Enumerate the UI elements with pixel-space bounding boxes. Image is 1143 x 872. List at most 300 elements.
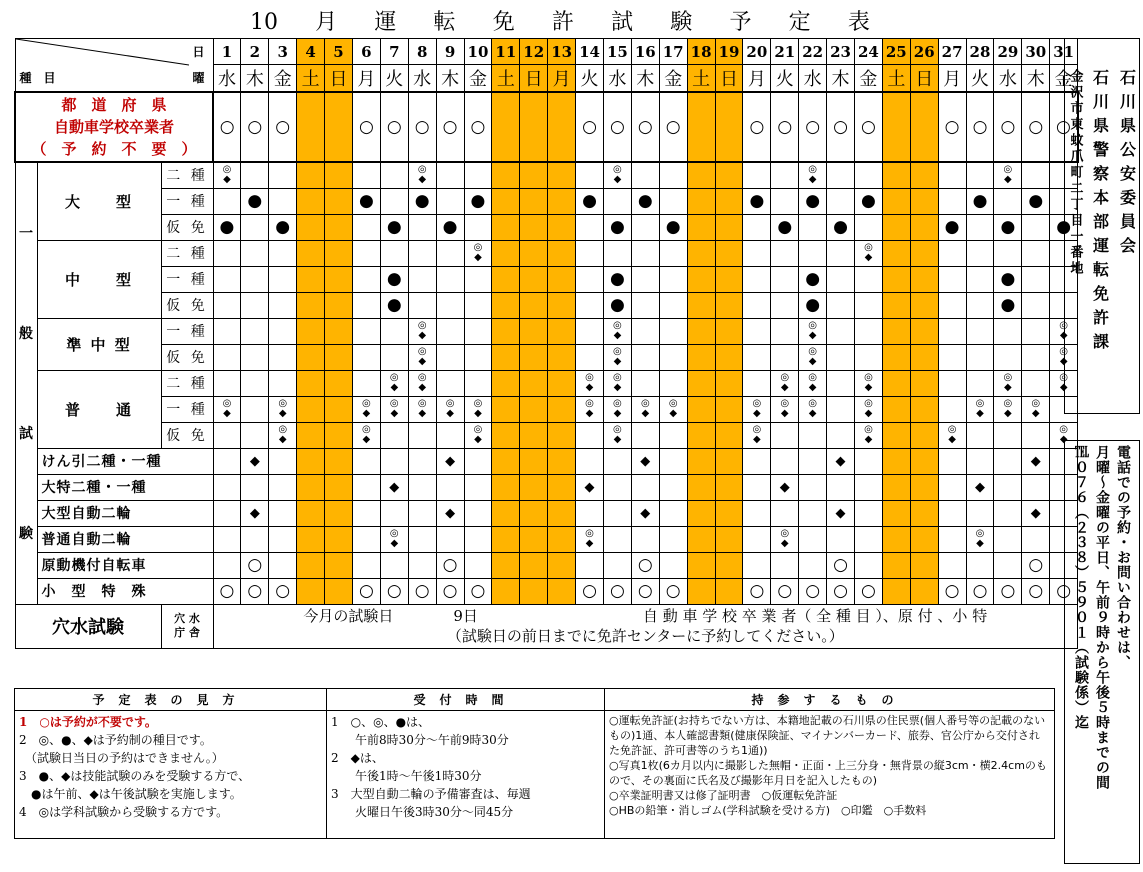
schedule-cell <box>241 448 269 474</box>
legend-heading-bring: 持参するもの <box>605 689 1055 711</box>
schedule-cell <box>659 578 687 604</box>
schedule-cell <box>269 578 297 604</box>
weekday: 火 <box>966 65 994 93</box>
double-circle-mark: ◎ <box>1003 398 1013 409</box>
diamond-mark: ◆ <box>1059 330 1068 341</box>
schedule-cell <box>380 578 408 604</box>
schedule-cell <box>910 162 938 188</box>
anamizu-info-line: 今月の試験日 9日 自 動 車 学 校 卒 業 者（ 全 種 目 ）、原 付 、小 特 <box>303 607 988 625</box>
contact-line-1: 電話での予約・お問い合わせは、 <box>1115 445 1131 670</box>
schedule-cell <box>687 188 715 214</box>
diamond-mark: ◆ <box>864 434 873 445</box>
day-number: 12 <box>520 39 548 65</box>
schedule-cell <box>743 396 771 422</box>
subcategory: 一 種 <box>161 396 213 422</box>
dot-mark: ● <box>582 190 597 211</box>
day-number: 29 <box>994 39 1022 65</box>
schedule-cell <box>213 448 241 474</box>
schedule-cell <box>910 552 938 578</box>
graduate-line: （ 予 約 不 要 ） <box>31 140 197 158</box>
legend-table <box>14 688 1055 839</box>
circle-mark: ○ <box>1055 116 1071 137</box>
schedule-cell <box>827 448 855 474</box>
schedule-cell <box>1022 526 1050 552</box>
subcategory: 仮 免 <box>161 214 213 240</box>
schedule-cell <box>464 162 492 188</box>
schedule-cell <box>325 500 353 526</box>
schedule-cell <box>297 266 325 292</box>
day-number: 18 <box>687 39 715 65</box>
double-circle-mark: ◎ <box>808 346 818 357</box>
schedule-cell <box>241 188 269 214</box>
diamond-mark: ◆ <box>1004 174 1012 186</box>
weekday: 月 <box>743 65 771 93</box>
schedule-cell <box>603 396 631 422</box>
subcategory: 仮 免 <box>161 422 213 448</box>
schedule-cell <box>659 92 687 162</box>
schedule-cell <box>882 396 910 422</box>
schedule-cell <box>994 214 1022 240</box>
double-circle-mark: ◎ <box>1003 372 1013 383</box>
weekday: 月 <box>548 65 576 93</box>
schedule-cell <box>799 292 827 318</box>
schedule-cell <box>269 266 297 292</box>
schedule-cell <box>297 422 325 448</box>
diamond-mark: ◆ <box>641 408 650 419</box>
schedule-cell <box>771 448 799 474</box>
schedule-cell <box>436 448 464 474</box>
schedule-cell <box>297 162 325 188</box>
exam-row <box>15 396 1078 422</box>
schedule-cell <box>854 162 882 188</box>
weekday: 水 <box>603 65 631 93</box>
weekday: 土 <box>297 65 325 93</box>
schedule-cell <box>464 92 492 162</box>
weekday: 金 <box>1050 65 1078 93</box>
schedule-cell <box>771 500 799 526</box>
schedule-cell <box>771 188 799 214</box>
schedule-cell <box>603 266 631 292</box>
diamond-mark: ◆ <box>1004 382 1012 393</box>
circle-mark: ○ <box>861 580 876 601</box>
schedule-cell <box>854 526 882 552</box>
schedule-cell <box>715 578 743 604</box>
schedule-cell <box>492 552 520 578</box>
schedule-cell <box>827 396 855 422</box>
double-circle-mark: ◎ <box>640 398 650 409</box>
schedule-cell <box>1022 500 1050 526</box>
schedule-cell <box>799 162 827 188</box>
schedule-cell <box>269 422 297 448</box>
schedule-cell <box>548 448 576 474</box>
dot-mark: ● <box>386 294 402 315</box>
diamond-mark: ◆ <box>223 174 231 186</box>
schedule-cell <box>464 526 492 552</box>
day-number: 11 <box>492 39 520 65</box>
schedule-cell <box>492 266 520 292</box>
schedule-cell <box>854 500 882 526</box>
day-number: 30 <box>1022 39 1050 65</box>
schedule-cell <box>687 162 715 188</box>
schedule-cell <box>854 266 882 292</box>
schedule-cell <box>743 266 771 292</box>
schedule-cell <box>882 552 910 578</box>
schedule-cell <box>715 370 743 396</box>
schedule-cell <box>938 318 966 344</box>
schedule-cell <box>548 92 576 162</box>
schedule-cell <box>603 292 631 318</box>
schedule-cell <box>827 500 855 526</box>
legend-bring <box>605 711 1055 839</box>
schedule-cell <box>352 526 380 552</box>
diamond-mark: ◆ <box>613 434 622 445</box>
schedule-cell <box>771 370 799 396</box>
schedule-cell <box>854 422 882 448</box>
dot-mark: ● <box>386 268 402 289</box>
schedule-cell <box>1022 422 1050 448</box>
exam-row <box>15 422 1078 448</box>
double-circle-mark: ◎ <box>613 320 622 331</box>
double-circle-mark: ◎ <box>417 372 427 383</box>
schedule-cell <box>213 162 241 188</box>
diamond-mark: ◆ <box>1059 382 1068 393</box>
weekday: 木 <box>827 65 855 93</box>
schedule-cell <box>938 396 966 422</box>
schedule-cell <box>408 318 436 344</box>
double-circle-mark: ◎ <box>864 424 873 435</box>
double-circle-mark: ◎ <box>417 398 427 409</box>
type-label: 種 目 <box>19 71 56 85</box>
schedule-cell <box>548 318 576 344</box>
double-circle-mark: ◎ <box>1059 424 1069 435</box>
schedule-cell <box>938 474 966 500</box>
schedule-cell <box>1022 370 1050 396</box>
double-circle-mark: ◎ <box>362 398 371 409</box>
diamond-mark: ◆ <box>1004 408 1012 419</box>
schedule-cell <box>631 396 659 422</box>
schedule-cell <box>854 188 882 214</box>
schedule-cell <box>269 188 297 214</box>
exam-row <box>15 526 1078 552</box>
legend-heading-hours: 受付時間 <box>327 689 605 711</box>
day-number: 1 <box>213 39 241 65</box>
schedule-cell <box>1022 448 1050 474</box>
schedule-cell <box>241 318 269 344</box>
title-char: 許 <box>551 10 574 35</box>
circle-mark: ○ <box>247 580 263 601</box>
schedule-cell <box>213 396 241 422</box>
schedule-cell <box>854 344 882 370</box>
schedule-cell <box>408 526 436 552</box>
anamizu-info <box>213 604 1078 648</box>
schedule-cell <box>715 162 743 188</box>
schedule-cell <box>631 526 659 552</box>
schedule-cell <box>408 448 436 474</box>
issuer-org: 石川県公安委員会 <box>1117 69 1137 261</box>
schedule-cell <box>436 474 464 500</box>
schedule-cell <box>882 526 910 552</box>
schedule-cell <box>799 474 827 500</box>
circle-mark: ○ <box>386 116 402 137</box>
schedule-cell <box>771 422 799 448</box>
schedule-cell <box>492 370 520 396</box>
side-char: 試 <box>19 426 33 443</box>
schedule-cell <box>882 92 910 162</box>
schedule-cell <box>464 552 492 578</box>
diamond-mark: ◆ <box>223 408 231 419</box>
schedule-cell <box>380 370 408 396</box>
schedule-cell <box>464 448 492 474</box>
diamond-mark: ◆ <box>753 434 761 445</box>
schedule-cell <box>269 240 297 266</box>
schedule-cell <box>854 318 882 344</box>
weekday: 木 <box>241 65 269 93</box>
schedule-cell <box>520 578 548 604</box>
diamond-mark: ◆ <box>976 408 984 419</box>
schedule-cell <box>882 214 910 240</box>
exam-row <box>15 318 1078 344</box>
dot-mark: ● <box>358 190 374 211</box>
dot-mark: ● <box>972 190 988 211</box>
schedule-cell <box>938 344 966 370</box>
schedule-cell <box>520 500 548 526</box>
schedule-cell <box>966 240 994 266</box>
issuer-address: 金沢市東蚊爪町二丁目一番地 <box>1067 69 1083 277</box>
dot-mark: ● <box>470 190 486 211</box>
schedule-cell <box>966 344 994 370</box>
schedule-cell <box>715 474 743 500</box>
dot-mark: ● <box>805 294 821 315</box>
schedule-cell <box>492 240 520 266</box>
schedule-cell <box>436 188 464 214</box>
contact-line-2: 月曜～金曜の平日、午前９時から午後５時までの間 <box>1094 445 1110 790</box>
schedule-cell <box>269 552 297 578</box>
dot-mark: ● <box>414 190 430 211</box>
schedule-cell <box>352 448 380 474</box>
schedule-cell <box>1022 552 1050 578</box>
schedule-cell <box>297 188 325 214</box>
schedule-cell <box>1022 292 1050 318</box>
circle-mark: ○ <box>442 580 458 601</box>
legend-hours-6: 火曜日午後3時30分～同45分 <box>331 805 514 819</box>
legend-howto-2: 2 ◎、●、◆は予約制の種目です。 <box>19 733 212 747</box>
schedule-cell <box>436 578 464 604</box>
schedule-cell <box>659 162 687 188</box>
schedule-cell <box>827 188 855 214</box>
day-number: 13 <box>548 39 576 65</box>
schedule-cell <box>882 240 910 266</box>
circle-mark: ○ <box>1000 580 1016 601</box>
schedule-cell <box>854 370 882 396</box>
schedule-cell <box>436 552 464 578</box>
subcategory: 二 種 <box>161 240 213 266</box>
schedule-cell <box>492 448 520 474</box>
legend-hours <box>327 711 605 839</box>
schedule-cell <box>380 318 408 344</box>
schedule-cell <box>576 292 604 318</box>
schedule-cell <box>854 92 882 162</box>
weekday: 水 <box>408 65 436 93</box>
schedule-cell <box>966 266 994 292</box>
circle-mark: ○ <box>470 116 486 137</box>
double-circle-mark: ◎ <box>613 424 622 435</box>
schedule-cell <box>1022 318 1050 344</box>
issuer-box <box>1064 38 1140 414</box>
schedule-cell <box>436 318 464 344</box>
schedule-cell <box>325 396 353 422</box>
schedule-cell <box>520 474 548 500</box>
schedule-cell <box>882 188 910 214</box>
day-number: 17 <box>659 39 687 65</box>
schedule-cell <box>464 500 492 526</box>
schedule-cell <box>743 188 771 214</box>
schedule-cell <box>938 188 966 214</box>
schedule-cell <box>436 422 464 448</box>
schedule-cell <box>994 422 1022 448</box>
schedule-cell <box>213 370 241 396</box>
schedule-cell <box>269 474 297 500</box>
schedule-cell <box>938 526 966 552</box>
schedule-cell <box>213 500 241 526</box>
exam-row <box>15 240 1078 266</box>
schedule-cell <box>269 292 297 318</box>
schedule-cell <box>297 500 325 526</box>
schedule-cell <box>687 448 715 474</box>
subcategory: 一 種 <box>161 266 213 292</box>
diamond-mark: ◆ <box>613 382 622 393</box>
schedule-cell <box>827 214 855 240</box>
circle-mark: ○ <box>637 116 653 137</box>
schedule-cell <box>603 188 631 214</box>
schedule-cell <box>576 526 604 552</box>
schedule-cell <box>715 344 743 370</box>
dot-mark: ● <box>386 216 402 237</box>
side-char: 般 <box>19 326 33 343</box>
schedule-cell <box>325 344 353 370</box>
schedule-cell <box>548 344 576 370</box>
legend-hours-4: 午後1時～午後1時30分 <box>331 769 482 783</box>
schedule-cell <box>659 240 687 266</box>
dot-mark: ● <box>665 216 681 237</box>
contact-box <box>1064 440 1140 864</box>
circle-mark: ○ <box>609 580 625 601</box>
double-circle-mark: ◎ <box>808 372 818 383</box>
diamond-mark: ◆ <box>474 252 482 263</box>
dot-mark: ● <box>944 216 960 237</box>
schedule-cell <box>1022 240 1050 266</box>
category-name: 中 型 <box>37 240 161 318</box>
schedule-cell <box>966 396 994 422</box>
double-circle-mark: ◎ <box>864 242 873 253</box>
legend-howto-3: （試験日当日の予約はできません。） <box>19 751 224 765</box>
category-name: 普 通 <box>37 370 161 448</box>
day-number: 16 <box>631 39 659 65</box>
schedule-cell <box>548 500 576 526</box>
exam-row <box>15 448 1078 474</box>
dot-mark: ● <box>247 190 263 211</box>
weekday-label: 曜 <box>192 71 205 85</box>
schedule-cell <box>827 292 855 318</box>
schedule-cell <box>659 266 687 292</box>
schedule-cell <box>603 500 631 526</box>
schedule-cell <box>743 344 771 370</box>
subcategory: 二 種 <box>161 370 213 396</box>
diamond-mark: ◆ <box>640 505 651 521</box>
schedule-cell <box>659 396 687 422</box>
schedule-cell <box>687 422 715 448</box>
schedule-cell <box>771 552 799 578</box>
legend-hours-3: 2 ◆は、 <box>331 751 384 765</box>
schedule-cell <box>213 240 241 266</box>
schedule-cell <box>325 370 353 396</box>
schedule-cell <box>213 188 241 214</box>
schedule-cell <box>1022 266 1050 292</box>
schedule-cell <box>269 526 297 552</box>
schedule-cell <box>659 292 687 318</box>
day-number: 8 <box>408 39 436 65</box>
schedule-cell <box>910 422 938 448</box>
schedule-cell <box>854 214 882 240</box>
schedule-cell <box>910 448 938 474</box>
schedule-cell <box>269 318 297 344</box>
dot-mark: ● <box>609 268 625 289</box>
schedule-cell <box>659 552 687 578</box>
schedule-cell <box>966 188 994 214</box>
double-circle-mark: ◎ <box>752 424 762 435</box>
graduate-row <box>15 92 1078 162</box>
schedule-cell <box>715 240 743 266</box>
schedule-cell <box>520 162 548 188</box>
schedule-cell <box>938 448 966 474</box>
schedule-cell <box>213 214 241 240</box>
circle-mark: ○ <box>833 554 848 575</box>
schedule-cell <box>938 578 966 604</box>
diamond-mark: ◆ <box>835 453 846 469</box>
schedule-cell <box>492 396 520 422</box>
schedule-cell <box>715 214 743 240</box>
schedule-cell <box>325 526 353 552</box>
schedule-cell <box>743 214 771 240</box>
schedule-cell <box>576 422 604 448</box>
exam-row <box>15 214 1078 240</box>
schedule-cell <box>966 292 994 318</box>
side-char: 験 <box>19 526 33 543</box>
diamond-mark: ◆ <box>1031 408 1040 419</box>
diamond-mark: ◆ <box>613 356 622 367</box>
schedule-cell <box>910 474 938 500</box>
page-title <box>250 10 870 36</box>
schedule-cell <box>715 292 743 318</box>
diamond-mark: ◆ <box>1030 453 1041 469</box>
schedule-cell <box>213 344 241 370</box>
day-number: 23 <box>827 39 855 65</box>
schedule-cell <box>297 344 325 370</box>
schedule-cell <box>464 214 492 240</box>
diamond-mark: ◆ <box>584 479 595 495</box>
subcategory: 仮 免 <box>161 344 213 370</box>
legend-howto <box>15 711 327 839</box>
schedule-cell <box>325 422 353 448</box>
schedule-cell <box>464 578 492 604</box>
schedule-cell <box>436 240 464 266</box>
schedule-cell <box>576 240 604 266</box>
circle-mark: ○ <box>777 580 793 601</box>
schedule-cell <box>548 292 576 318</box>
schedule-cell <box>492 92 520 162</box>
schedule-cell <box>325 292 353 318</box>
day-number: 24 <box>854 39 882 65</box>
schedule-cell <box>297 396 325 422</box>
